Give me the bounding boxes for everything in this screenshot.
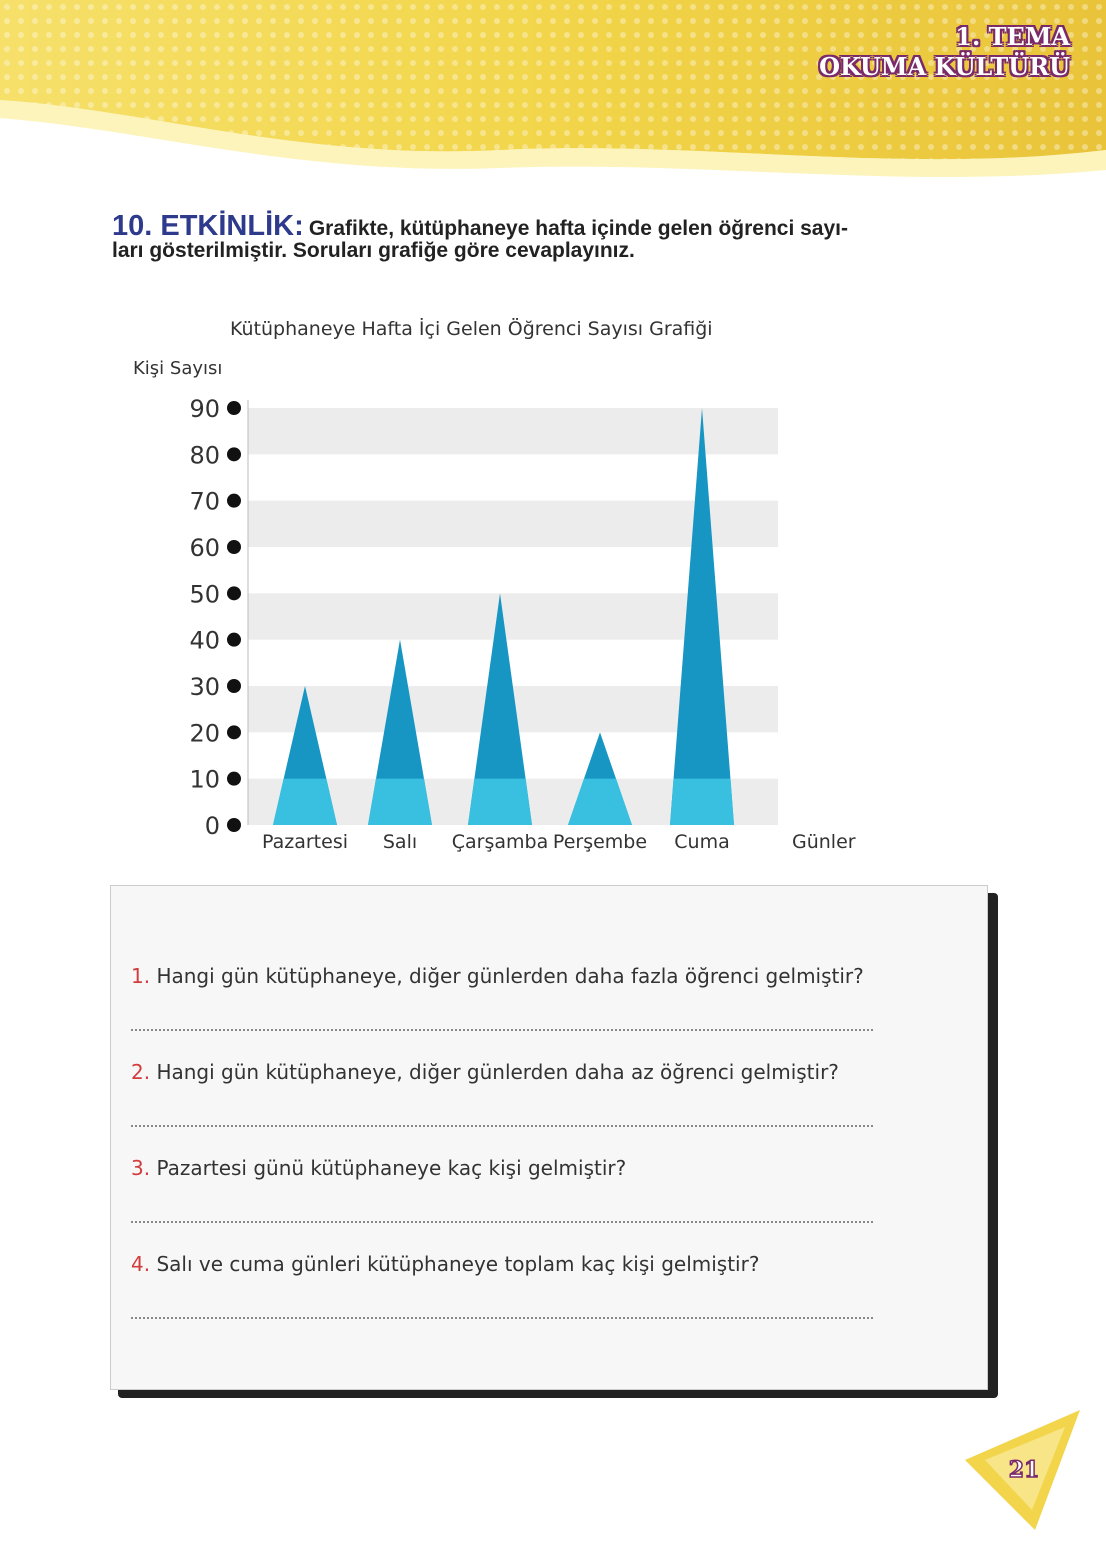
y-tick-dot <box>227 772 241 786</box>
page-number-corner <box>960 1405 1090 1535</box>
x-tick-label: Cuma <box>674 831 730 853</box>
y-tick-dot <box>227 447 241 461</box>
activity-title: 10. ETKİNLİK: <box>112 210 304 242</box>
bar-base-1 <box>273 779 337 825</box>
answer-line-4[interactable] <box>131 1317 873 1319</box>
y-tick-dot <box>227 494 241 508</box>
y-tick-dot <box>227 818 241 832</box>
answer-line-1[interactable] <box>131 1029 873 1031</box>
y-tick-label: 10 <box>189 765 220 794</box>
question-2 <box>131 1060 839 1084</box>
y-tick-label: 70 <box>189 487 220 516</box>
y-tick-label: 60 <box>189 534 220 562</box>
y-tick-dot <box>227 540 241 554</box>
answer-line-2[interactable] <box>131 1125 873 1127</box>
question-number: 1. <box>131 964 151 988</box>
theme-label <box>819 22 1070 82</box>
question-box <box>110 885 988 1390</box>
question-1 <box>131 964 864 988</box>
theme-number: 1. TEMA <box>955 22 1070 51</box>
question-3 <box>131 1156 626 1180</box>
y-tick-label: 20 <box>189 719 220 748</box>
x-tick-label: Pazartesi <box>262 831 348 853</box>
y-tick-label: 80 <box>189 441 220 470</box>
question-text: Salı ve cuma günleri kütüphaneye toplam kaç kişi gelmiştir? <box>156 1252 760 1276</box>
y-tick-dot <box>227 586 241 600</box>
y-tick-dot <box>227 633 241 647</box>
bar-chart <box>0 300 1106 870</box>
y-tick-label: 30 <box>189 673 220 701</box>
chart-title: Kütüphaneye Hafta İçi Gelen Öğrenci Sayısı Grafiği <box>230 318 713 340</box>
activity-text-line1: Grafikte, kütüphaneye hafta içinde gelen öğrenci sayı- <box>308 217 848 240</box>
theme-name: OKUMA KÜLTÜRÜ <box>819 52 1070 81</box>
activity-text-line2: ları gösterilmiştir. Soruları grafiğe göre cevaplayınız. <box>112 239 635 262</box>
question-text: Hangi gün kütüphaneye, diğer günlerden daha az öğrenci gelmiştir? <box>156 1060 839 1084</box>
x-tick-label: Çarşamba <box>451 831 549 853</box>
y-tick-dot <box>227 679 241 693</box>
question-text: Pazartesi günü kütüphaneye kaç kişi gelmiştir? <box>156 1156 627 1180</box>
activity-header <box>112 210 1012 263</box>
grid-band <box>248 408 778 454</box>
y-tick-dot <box>227 401 241 415</box>
x-tick-label: Salı <box>382 831 418 853</box>
x-axis-label: Günler <box>792 831 856 853</box>
y-axis-label: Kişi Sayısı <box>133 358 223 379</box>
y-tick-label: 90 <box>189 395 220 423</box>
x-tick-label: Perşembe <box>552 831 648 853</box>
y-tick-label: 0 <box>204 812 220 840</box>
question-number: 4. <box>131 1252 151 1276</box>
y-tick-dot <box>227 725 241 739</box>
answer-line-3[interactable] <box>131 1221 873 1223</box>
y-tick-label: 40 <box>189 626 220 655</box>
bar-base-2 <box>368 779 432 825</box>
bar-base-3 <box>468 779 532 825</box>
question-text: Hangi gün kütüphaneye, diğer günlerden daha fazla öğrenci gelmiştir? <box>156 964 864 988</box>
bar-base-5 <box>670 779 734 825</box>
page-number: 21 <box>1008 1457 1040 1483</box>
y-tick-label: 50 <box>189 580 220 609</box>
question-4 <box>131 1252 759 1276</box>
question-number: 3. <box>131 1156 151 1180</box>
question-number: 2. <box>131 1060 151 1084</box>
